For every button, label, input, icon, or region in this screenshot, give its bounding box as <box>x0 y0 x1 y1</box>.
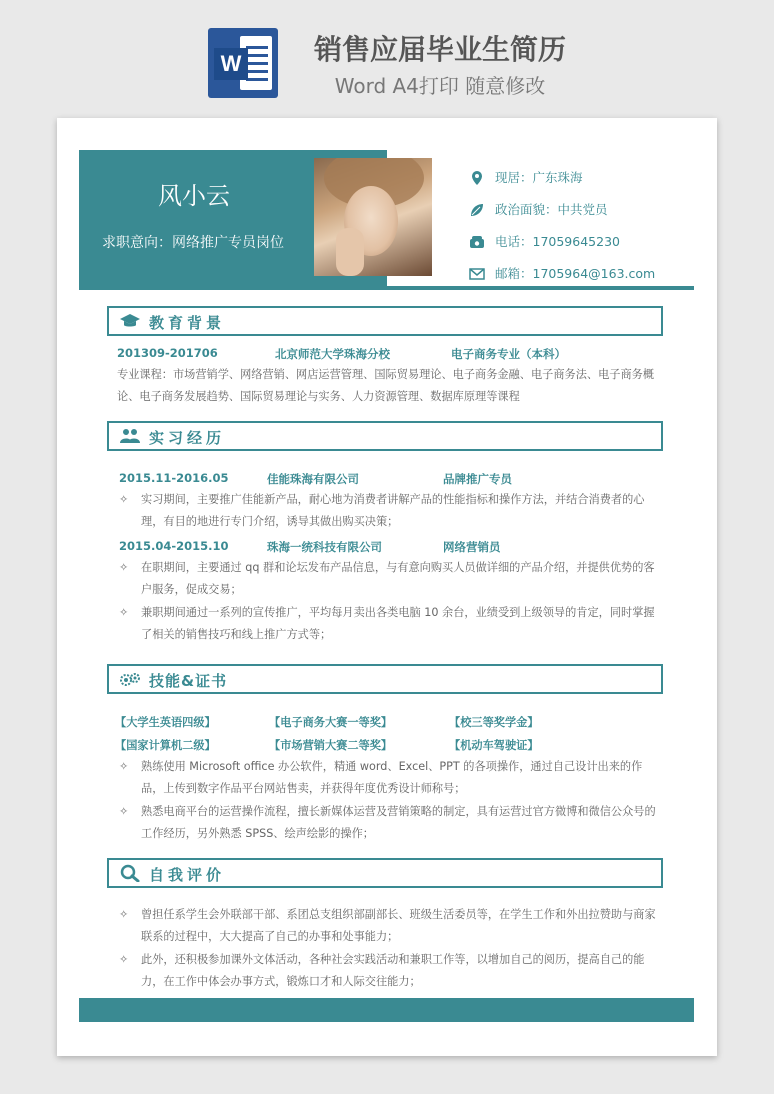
mail-icon <box>469 266 485 282</box>
education-period: 201309-201706 <box>117 346 218 360</box>
people-icon <box>119 427 141 445</box>
contact-email <box>469 258 655 290</box>
contact-address-text: 现居：广东珠海 <box>495 170 583 185</box>
skill-point: ✧ 熟练使用 Microsoft office 办公软件，精通 word、Excel、PPT 的各项操作，通过自己设计出来的作品，上传到数字作品平台网站售卖，并获得年度优秀设计师称号； <box>119 760 643 795</box>
job-period: 2015.04-2015.10 <box>119 539 229 553</box>
section-internship-header <box>107 421 663 451</box>
section-self-title: 自我评价 <box>149 866 226 884</box>
job-company: 珠海一统科技有限公司 <box>267 540 382 554</box>
job-company: 佳能珠海有限公司 <box>267 472 359 486</box>
education-major: 电子商务专业（本科） <box>451 347 566 361</box>
contact-address <box>469 162 655 194</box>
page-header <box>0 0 774 118</box>
section-self-header <box>107 858 663 888</box>
section-skills-title: 技能&证书 <box>149 672 228 690</box>
resume-page <box>57 118 717 1056</box>
skill-tag: 【市场营销大赛二等奖】 <box>269 739 393 752</box>
word-logo-letter: W <box>214 48 248 80</box>
job-role: 品牌推广专员 <box>443 472 512 486</box>
candidate-name: 风小云 <box>158 182 230 210</box>
location-pin-icon <box>469 170 485 186</box>
job-role: 网络营销员 <box>443 540 501 554</box>
search-icon <box>119 864 141 882</box>
section-skills-header <box>107 664 663 694</box>
self-point: ✧ 此外，还积极参加课外文体活动，各种社会实践活动和兼职工作等，以增加自己的阅历，提高自己的能力，在工作中体会办事方式，锻炼口才和人际交往能力； <box>119 953 645 988</box>
leaf-icon <box>469 202 485 218</box>
gears-icon <box>119 670 141 688</box>
skill-tag: 【大学生英语四级】 <box>115 716 216 729</box>
job-point: ✧ 兼职期间通过一系列的宣传推广，平均每月卖出各类电脑 10 余台，业绩受到上级领导的肯定，同时掌握了相关的销售技巧和线上推广方式等； <box>119 606 655 641</box>
contact-list <box>469 162 655 290</box>
word-logo-icon <box>208 28 278 98</box>
template-subtitle: Word A4打印 随意修改 <box>334 74 546 98</box>
section-education-title: 教育背景 <box>149 314 226 332</box>
skill-tag: 【国家计算机二级】 <box>115 739 216 752</box>
section-education-header <box>107 306 663 336</box>
template-title: 销售应届毕业生简历 <box>313 33 566 66</box>
education-courses: 专业课程：市场营销学、网络营销、网店运营管理、国际贸易理论、电子商务金融、电子商务法、电子商务概论、电子商务发展趋势、国际贸易理论与实务、人力资源管理、数据库原理等课程 <box>117 368 655 403</box>
candidate-photo <box>314 158 432 276</box>
contact-phone-text: 电话：17059645230 <box>495 234 620 249</box>
skill-point: ✧ 熟悉电商平台的运营操作流程，擅长新媒体运营及营销策略的制定，具有运营过官方微博和微信公众号的工作经历，另外熟悉 SPSS、绘声绘影的操作； <box>119 805 656 840</box>
section-internship-title: 实习经历 <box>149 429 226 447</box>
self-point: ✧ 曾担任系学生会外联部干部、系团总支组织部副部长、班级生活委员等，在学生工作和外出拉赞助与商家联系的过程中，大大提高了自己的办事和处事能力； <box>119 908 656 943</box>
skill-tag: 【电子商务大赛一等奖】 <box>269 716 393 729</box>
education-school: 北京师范大学珠海分校 <box>275 347 390 361</box>
job-point: ✧ 实习期间，主要推广佳能新产品，耐心地为消费者讲解产品的性能指标和操作方法，并结合消费者的心理，有目的地进行专门介绍，诱导其做出购买决策； <box>119 493 645 528</box>
graduation-cap-icon <box>119 312 141 330</box>
contact-political-status <box>469 194 655 226</box>
contact-phone <box>469 226 655 258</box>
job-intent: 求职意向：网络推广专员岗位 <box>102 235 284 251</box>
footer-bar <box>79 998 694 1022</box>
contact-email-text: 邮箱：1705964@163.com <box>495 266 656 281</box>
contact-political-text: 政治面貌：中共党员 <box>495 202 608 217</box>
job-point: ✧ 在职期间，主要通过 qq 群和论坛发布产品信息，与有意向购买人员做详细的产品介绍，并提供优势的客户服务，促成交易； <box>119 561 655 596</box>
job-period: 2015.11-2016.05 <box>119 471 229 485</box>
skill-tag: 【校三等奖学金】 <box>449 716 539 729</box>
phone-icon <box>469 234 485 250</box>
skill-tag: 【机动车驾驶证】 <box>449 739 539 752</box>
